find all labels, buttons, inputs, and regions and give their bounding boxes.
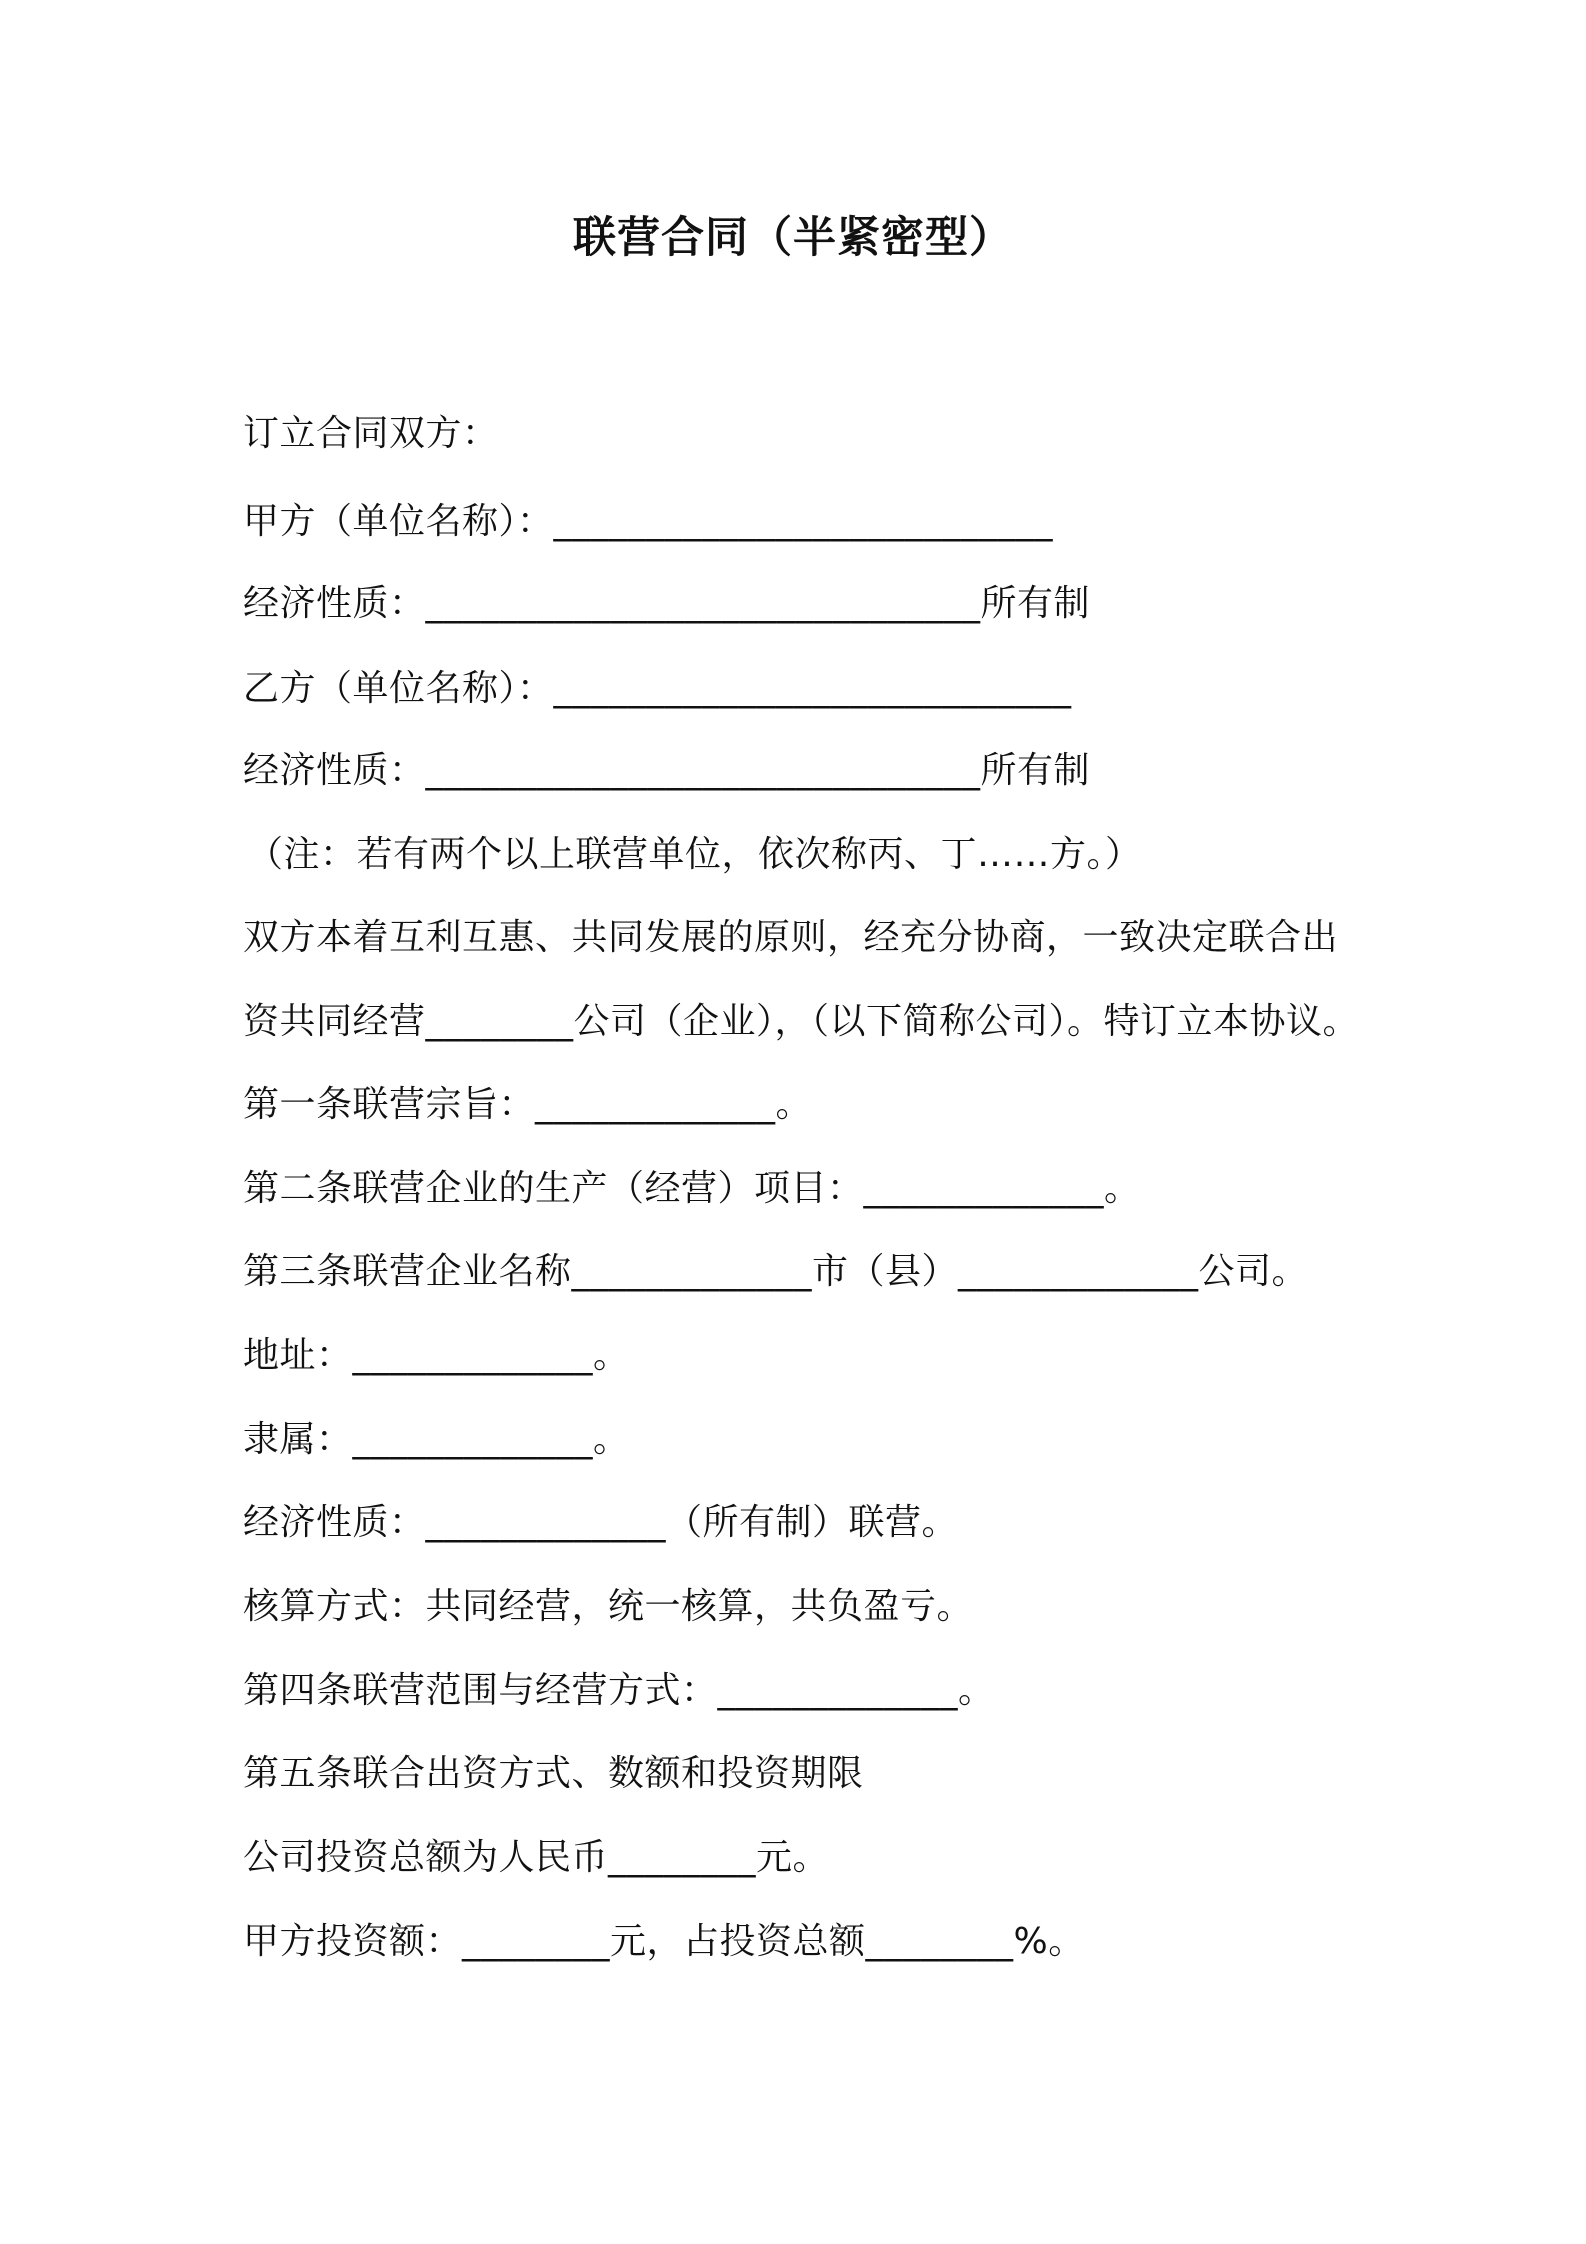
party-a-investment-line: 甲方投资额：________元，占投资总额________%。 bbox=[243, 1921, 1085, 1962]
party-a-economic-nature-line: 经济性质：______________________________所有制 bbox=[243, 583, 1091, 624]
article-1-line: 第一条联营宗旨：_____________。 bbox=[243, 1084, 813, 1125]
party-b-line: 乙方（单位名称）：____________________________ bbox=[243, 668, 1072, 709]
article-4-line: 第四条联营范围与经营方式：_____________。 bbox=[243, 1670, 995, 1711]
joint-economic-nature-line: 经济性质：_____________（所有制）联营。 bbox=[243, 1502, 959, 1543]
article-5-line: 第五条联合出资方式、数额和投资期限 bbox=[243, 1753, 864, 1794]
document-title: 联营合同（半紧密型） bbox=[573, 213, 1013, 263]
party-a-line: 甲方（单位名称）：___________________________ bbox=[243, 501, 1054, 542]
party-b-economic-nature-line: 经济性质：______________________________所有制 bbox=[243, 750, 1091, 791]
total-investment-line: 公司投资总额为人民币________元。 bbox=[243, 1837, 830, 1878]
affiliation-line: 隶属：_____________。 bbox=[243, 1419, 630, 1460]
article-3-line: 第三条联营企业名称_____________市（县）_____________公司。 bbox=[243, 1251, 1309, 1292]
body-paragraph-line-2: 资共同经营________公司（企业），（以下简称公司）。特订立本协议。 bbox=[243, 1001, 1360, 1042]
accounting-method-line: 核算方式：共同经营，统一核算，共负盈亏。 bbox=[243, 1586, 974, 1627]
article-2-line: 第二条联营企业的生产（经营）项目：_____________。 bbox=[243, 1168, 1141, 1209]
note-line: （注：若有两个以上联营单位，依次称丙、丁……方。） bbox=[247, 834, 1142, 875]
intro-line: 订立合同双方： bbox=[243, 413, 499, 454]
body-paragraph-line-1: 双方本着互利互惠、共同发展的原则，经充分协商，一致决定联合出 bbox=[243, 917, 1339, 958]
address-line: 地址：_____________。 bbox=[243, 1335, 630, 1376]
